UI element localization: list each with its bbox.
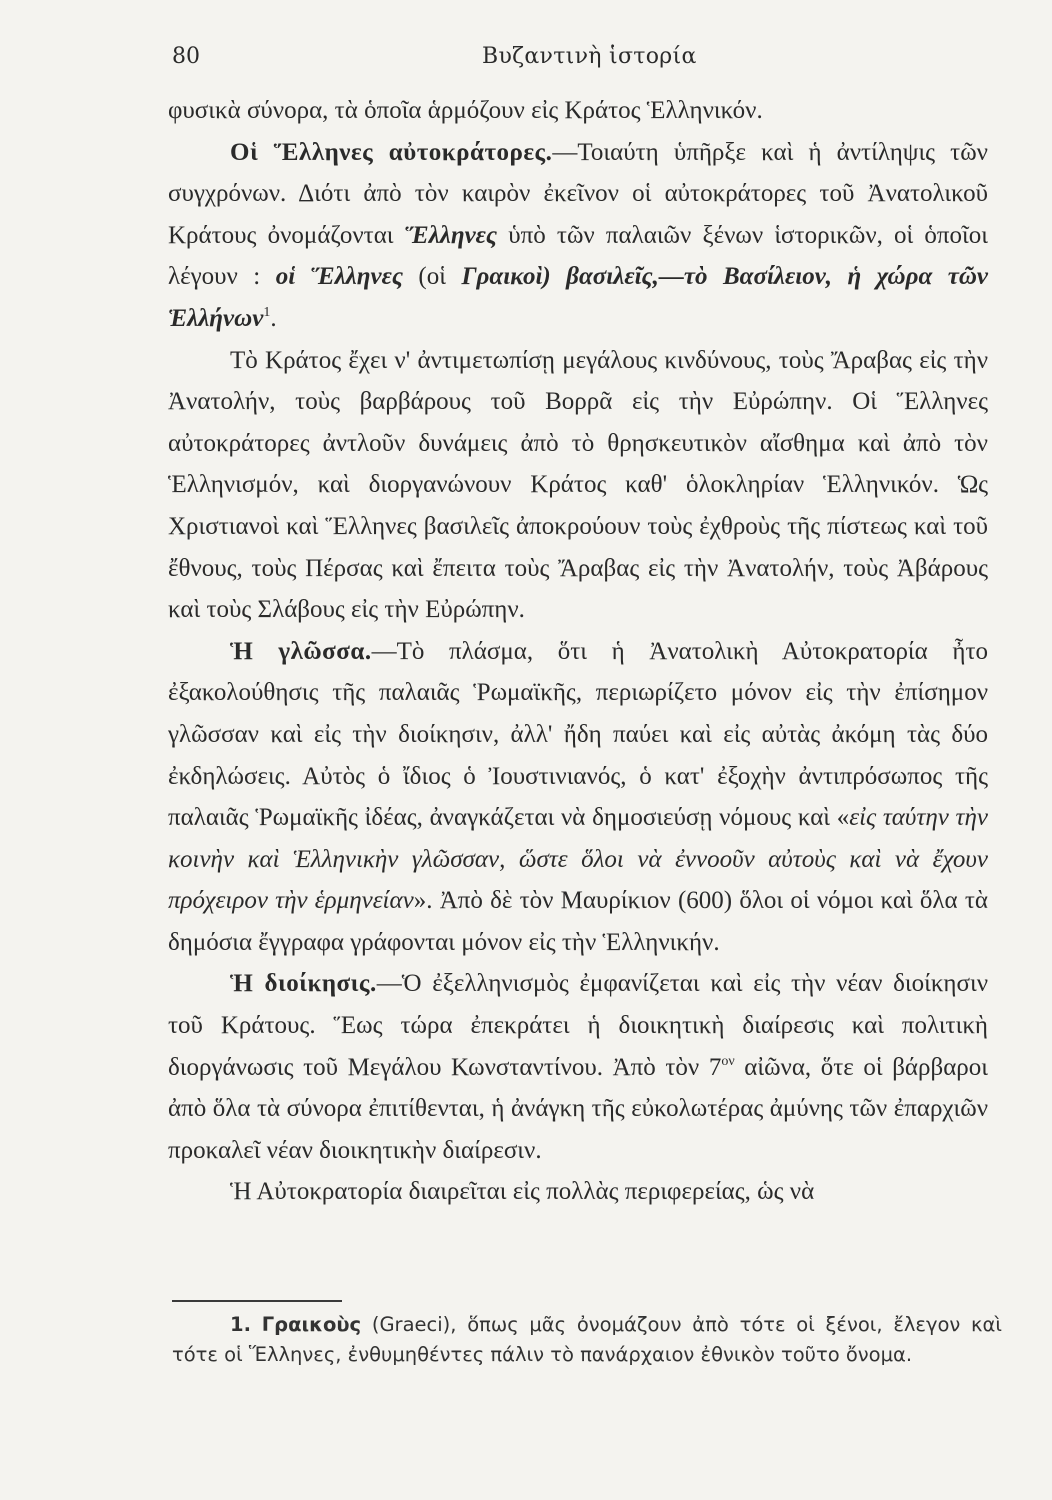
section-heading-language: Ἡ γλῶσσα.	[230, 637, 372, 665]
paragraph-4-text-b: ». Ἀπὸ δὲ τὸν Μαυρίκιον (600) ὅλοι οἱ νόμοι καὶ ὅλα τὰ δημόσια ἔγγραφα γράφονται μόνον εἰς τὴν Ἑλληνικήν.	[168, 887, 989, 956]
paragraph-5	[168, 963, 988, 1171]
footnote-number: 1.	[230, 1313, 251, 1336]
page-number: 80	[172, 44, 200, 69]
paragraph-4-text-a: —Τὸ πλάσμα, ὅτι ἡ Ἀνατολικὴ Αὐτοκρατορία ἦτο ἐξακολούθησις τῆς παλαιᾶς Ῥωμαϊκῆς, περιωρίζετο μόνον εἰς τὴν ἐπίσημον γλῶσσαν καὶ εἰς τὴν διοίκησιν, ἀλλ' ἤδη παύει καὶ εἰς αὐτὰς ἀκόμη τὰς δύο ἐκδηλώσεις. Αὐτὸς ὁ ἴδιος ὁ Ἰουστινιανός, ὁ κατ' ἐξοχὴν ἀντιπρόσωπος τῆς παλαιᾶς Ῥωμαϊκῆς ἰδέας, ἀναγκάζεται νὰ δημοσιεύσῃ νόμους καὶ «	[168, 637, 989, 832]
footnote	[172, 1310, 1002, 1370]
paragraph-5-text-b: αἰῶνα, ὅτε οἱ βάρβαροι ἀπὸ ὅλα τὰ σύνορα ἐπιτίθενται, ἡ ἀνάγκη τῆς εὐκολωτέρας ἀμύνης τῶν ἐπαρχιῶν προκαλεῖ νέαν διοικητικὴν διαίρεσιν.	[168, 1053, 989, 1164]
main-text	[168, 90, 988, 1213]
running-title: Βυζαντινὴ ἱστορία	[482, 44, 697, 69]
paragraph-3	[168, 340, 988, 631]
paragraph-2-text-d: .	[270, 304, 277, 332]
paragraph-4	[168, 631, 988, 964]
paragraph-2-text-b: ὑπὸ τῶν παλαιῶν ξένων ἱστορικῶν, οἱ ὁποῖοι λέγουν :	[168, 221, 988, 291]
ordinal-superscript: ον	[721, 1053, 735, 1069]
paragraph-1	[168, 90, 988, 132]
paragraph-2-text-a: —Τοιαύτη ὑπῆρξε καὶ ἡ ἀντίληψις τῶν συγχρόνων. Διότι ἀπὸ τὸν καιρὸν ἐκεῖνον οἱ αὐτοκράτορες τοῦ Ἀνατολικοῦ Κράτους ὀνομάζονται	[168, 138, 988, 249]
paragraph-6	[168, 1171, 988, 1213]
page-header	[172, 40, 1002, 80]
paragraph-5-text-a: —Ὁ ἐξελληνισμὸς ἐμφανίζεται καὶ εἰς τὴν νέαν διοίκησιν τοῦ Κράτους. Ἕως τώρα ἐπεκράτει ἡ διοικητικὴ διαίρεσις καὶ πολιτικὴ διοργάνωσις τοῦ Μεγάλου Κωνσταντίνου. Ἀπὸ τὸν 7	[168, 970, 988, 1081]
paragraph-2	[168, 132, 988, 340]
paragraph-2-emphasis-2: οἱ Ἕλληνες	[275, 263, 403, 291]
footnote-paragraph	[172, 1310, 1002, 1370]
footnote-divider	[172, 1300, 342, 1302]
section-heading-administration: Ἡ διοίκησις.	[230, 970, 377, 998]
paragraph-4-quote: εἰς ταύτην τὴν κοινὴν καὶ Ἑλληνικὴν γλῶσσαν, ὥστε ὅλοι νὰ ἐννοοῦν αὐτοὺς καὶ νὰ ἔχουν πρόχειρον τὴν ἑρμηνείαν	[168, 804, 988, 915]
paragraph-1-text: φυσικὰ σύνορα, τὰ ὁποῖα ἁρμόζουν εἰς Κράτος Ἑλληνικόν.	[168, 97, 763, 124]
paragraph-2-emphasis-3: Γραικοὶ) βασιλεῖς,—τὸ Βασίλειον, ἡ χώρα τῶν Ἑλλήνων	[168, 263, 988, 332]
paragraph-3-text: Τὸ Κράτος ἔχει ν' ἀντιμετωπίσῃ μεγάλους κινδύνους, τοὺς Ἄραβας εἰς τὴν Ἀνατολήν, τοὺς βαρβάρους τοῦ Βορρᾶ εἰς τὴν Εὐρώπην. Οἱ Ἕλληνες αὐτοκράτορες ἀντλοῦν δυνάμεις ἀπὸ τὸ θρησκευτικὸν αἴσθημα καὶ ἀπὸ τὸν Ἑλληνισμόν, καὶ διοργανώνουν Κράτος καθ' ὁλοκληρίαν Ἑλληνικόν. Ὡς Χριστιανοὶ καὶ Ἕλληνες βασιλεῖς ἀποκρούουν τοὺς ἐχθροὺς τῆς πίστεως καὶ τοῦ ἔθνους, τοὺς Πέρσας καὶ ἔπειτα τοὺς Ἄραβας εἰς τὴν Ἀνατολήν, τοὺς Ἀβάρους καὶ τοὺς Σλάβους εἰς τὴν Εὐρώπην.	[168, 346, 988, 624]
paragraph-2-emphasis-1: Ἕλληνες	[404, 221, 498, 249]
paragraph-6-text: Ἡ Αὐτοκρατορία διαιρεῖται εἰς πολλὰς περιφερείας, ὡς νὰ	[230, 1178, 815, 1206]
footnote-reference: 1	[263, 304, 271, 320]
footnote-term: Γραικοὺς	[261, 1313, 362, 1336]
paragraph-2-text-c: (οἱ	[402, 263, 462, 291]
footnote-text: (Graeci), ὅπως μᾶς ὀνομάζουν ἀπὸ τότε οἱ ξένοι, ἔλεγον καὶ τότε οἱ Ἕλληνες, ἐνθυμηθέντες πάλιν τὸ πανάρχαιον ἐθνικὸν τοῦτο ὄνομα.	[172, 1313, 1002, 1366]
section-heading-emperors: Οἱ Ἕλληνες αὐτοκράτορες.	[230, 138, 553, 166]
